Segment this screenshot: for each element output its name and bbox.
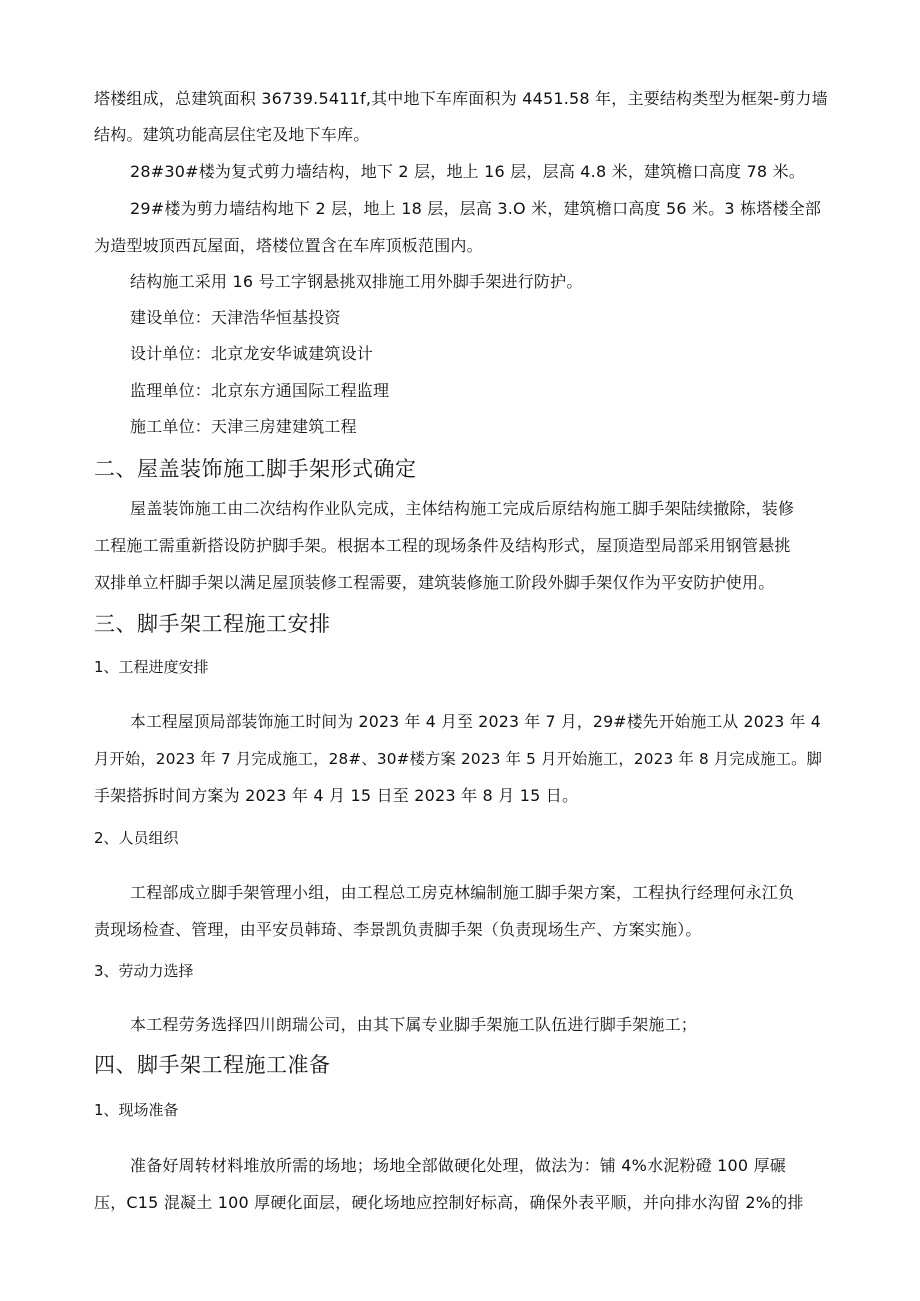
intro-line-6: 结构施工采用 16 号工字钢悬挑双排施工用外脚手架进行防护。 xyxy=(130,272,583,291)
section-2-line-1: 屋盖装饰施工由二次结构作业队完成，主体结构施工完成后原结构施工脚手架陆续撤除，装修 xyxy=(130,499,795,518)
section-4-sub-1-line-2: 压，C15 混凝土 100 厚硬化面层，硬化场地应控制好标高，确保外表平顺，并向排水沟留 2%的排 xyxy=(94,1193,804,1212)
section-3-sub-2-line-1: 工程部成立脚手架管理小组，由工程总工房克林编制施工脚手架方案，工程执行经理何永江负 xyxy=(130,883,795,902)
section-2-line-3: 双排单立杆脚手架以满足屋顶装修工程需要，建筑装修施工阶段外脚手架仅作为平安防护使用。 xyxy=(94,573,775,592)
section-4-heading: 四、脚手架工程施工准备 xyxy=(94,1053,331,1077)
section-4-sub-1-line-1: 准备好周转材料堆放所需的场地；场地全部做硬化处理，做法为：铺 4%水泥粉磴 100 厚碾 xyxy=(130,1156,786,1175)
section-3-sub-2-line-2: 责现场检查、管理，由平安员韩琦、李景凯负责脚手架（负责现场生产、方案实施）。 xyxy=(94,920,702,939)
section-3-sub-1-heading: 1、工程进度安排 xyxy=(94,658,209,676)
intro-line-3: 28#30#楼为复式剪力墙结构，地下 2 层，地上 16 层，层高 4.8 米，建筑檐口高度 78 米。 xyxy=(130,162,805,181)
section-2-heading: 二、屋盖装饰施工脚手架形式确定 xyxy=(94,457,417,481)
section-3-sub-3-heading: 3、劳动力选择 xyxy=(94,962,194,980)
intro-line-4: 29#楼为剪力墙结构地下 2 层，地上 18 层，层高 3.O 米，建筑檐口高度 56 米。3 栋塔楼全部 xyxy=(130,199,822,218)
section-2-line-2: 工程施工需重新搭设防护脚手架。根据本工程的现场条件及结构形式，屋顶造型局部采用钢管悬挑 xyxy=(94,536,791,555)
section-3-sub-1-line-2: 月开始，2023 年 7 月完成施工，28#、30#楼方案 2023 年 5 月开始施工，2023 年 8 月完成施工。脚 xyxy=(94,750,823,768)
construction-unit: 建设单位：天津浩华恒基投资 xyxy=(130,308,341,327)
design-unit: 设计单位：北京龙安华诚建筑设计 xyxy=(130,344,374,363)
section-3-sub-1-line-3: 手架搭拆时间方案为 2023 年 4 月 15 日至 2023 年 8 月 15 日。 xyxy=(94,786,579,805)
intro-line-5: 为造型坡顶西瓦屋面，塔楼位置含在车库顶板范围内。 xyxy=(94,236,483,255)
intro-line-1: 塔楼组成，总建筑面积 36739.5411f,其中地下车库面积为 4451.58 年，主要结构类型为框架-剪力墙 xyxy=(94,89,828,108)
intro-line-2: 结构。建筑功能高层住宅及地下车库。 xyxy=(94,125,370,144)
section-4-sub-1-heading: 1、现场准备 xyxy=(94,1101,179,1119)
supervision-unit: 监理单位：北京东方通国际工程监理 xyxy=(130,381,390,400)
section-3-sub-2-heading: 2、人员组织 xyxy=(94,829,179,847)
section-3-heading: 三、脚手架工程施工安排 xyxy=(94,612,331,636)
section-3-sub-3-line-1: 本工程劳务选择四川朗瑞公司，由其下属专业脚手架施工队伍进行脚手架施工； xyxy=(130,1015,698,1034)
builder-unit: 施工单位：天津三房建建筑工程 xyxy=(130,417,357,436)
section-3-sub-1-line-1: 本工程屋顶局部装饰施工时间为 2023 年 4 月至 2023 年 7 月，29#楼先开始施工从 2023 年 4 xyxy=(130,712,822,731)
